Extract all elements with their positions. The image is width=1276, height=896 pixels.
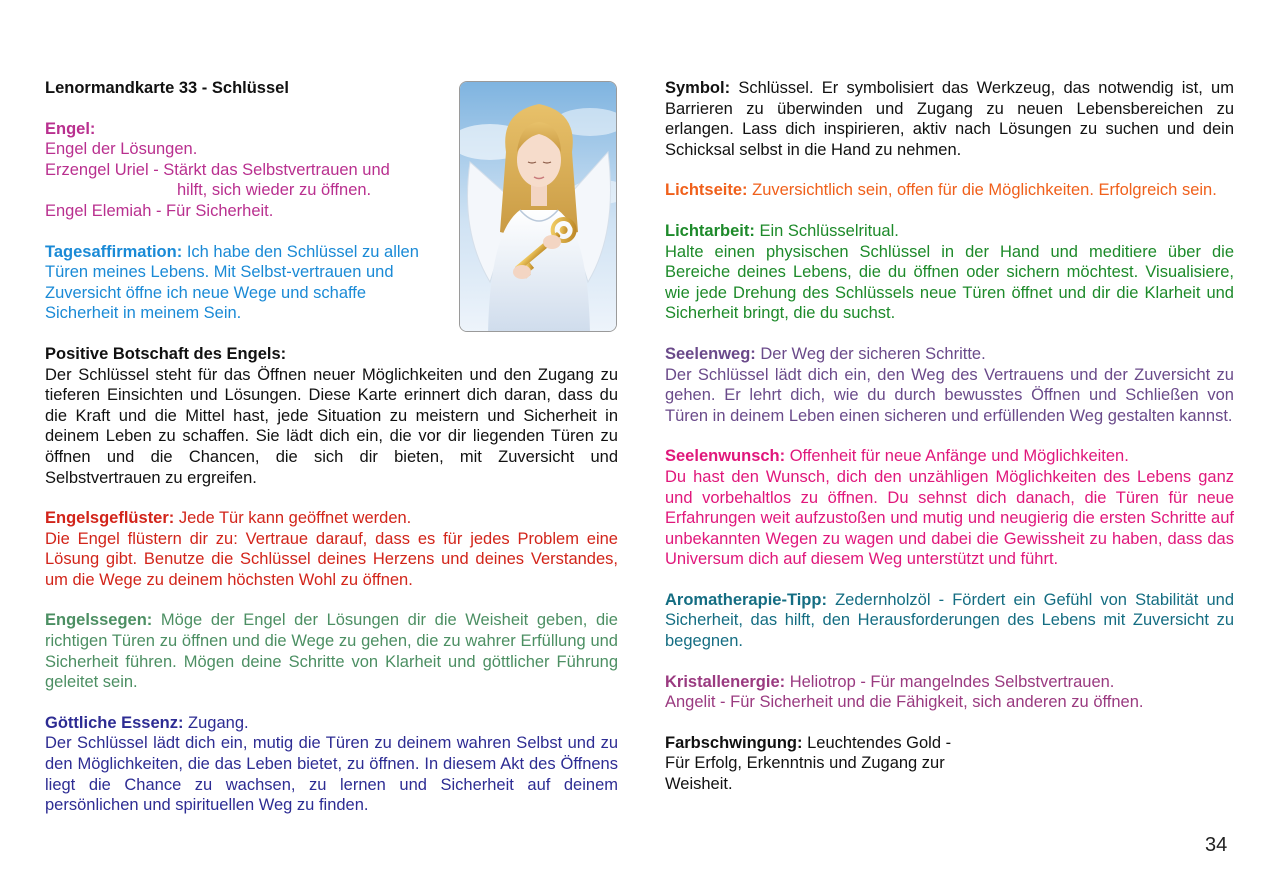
lichtarbeit-text: Halte einen physischen Schlüssel in der Hand und meditiere über die Bereiche deines Lebens, die du öffnen oder sichern möchtest. Visualisiere, wie jede Drehung des Schlüssels neue Türen öffnet und dir die Klarheit und Sicherheit bringt, die du suchst. <box>665 242 1234 323</box>
symbol-section <box>665 78 1234 160</box>
aroma-section <box>665 590 1234 652</box>
engel-line-4: Engel Elemiah - Für Sicherheit. <box>45 201 274 220</box>
engel-section <box>45 119 430 222</box>
lichtarbeit-lead: Ein Schlüsselritual. <box>759 221 899 240</box>
lichtseite-heading: Lichtseite: <box>665 181 748 200</box>
symbol-heading: Symbol: <box>665 79 731 97</box>
gefluester-section <box>45 508 618 590</box>
essenz-section <box>45 713 618 816</box>
angel-card-image <box>459 81 617 332</box>
seelenweg-heading: Seelenweg: <box>665 344 756 363</box>
aroma-heading: Aromatherapie-Tipp: <box>665 590 827 609</box>
essenz-text: Der Schlüssel lädt dich ein, mutig die Türen zu deinem wahren Selbst und zu den Möglichkeiten, die das Leben bietet, zu öffnen. In diesem Akt des Öffnens liegt die Chance zu wachsen, zu lernen und Sicherheit auf deinem persönlichen und spirituellen Weg zu finden. <box>45 734 618 815</box>
aroma-text: Zedernholzöl - Fördert ein Gefühl von Stabilität und Sicherheit, das hilft, den Herausforderungen des Lebens mit Zuversicht zu begegnen. <box>665 590 1234 651</box>
gefluester-text: Die Engel flüstern dir zu: Vertraue darauf, dass es für jedes Problem eine Lösung gibt. Benutze die Schlüssel deines Herzens und deines Verstandes, um die Wege zu deinem höchsten Wohl zu öffnen. <box>45 529 618 589</box>
farbe-text: Leuchtendes Gold - Für Erfolg, Erkenntnis und Zugang zur Weisheit. <box>665 733 952 794</box>
right-column <box>665 78 1234 815</box>
lichtarbeit-section <box>665 221 1234 324</box>
engel-line-2: Erzengel Uriel - Stärkt das Selbstvertrauen und <box>45 160 390 179</box>
symbol-text: Schlüssel. Er symbolisiert das Werkzeug, das notwendig ist, um Barrieren zu überwinden und Zugang zu neuen Lebensbereichen zu erlangen. Lass dich inspirieren, aktiv nach Lösungen zu suchen und dein Schicksal selbst in die Hand zu nehmen. <box>665 79 1234 159</box>
segen-text: Möge der Engel der Lösungen dir die Weisheit geben, die richtigen Türen zu öffnen und die Wege zu gehen, die zu wahrer Erfüllung und Sicherheit führen. Mögen deine Schritte von Klarheit und göttlicher Führung geleitet sein. <box>45 611 618 692</box>
engel-line-3: hilft, sich wieder zu öffnen. <box>177 181 372 200</box>
segen-heading: Engelssegen: <box>45 611 153 630</box>
essenz-lead: Zugang. <box>188 713 249 732</box>
affirmation-section <box>45 242 430 324</box>
kristall-line-1: Heliotrop - Für mangelndes Selbstvertrauen. <box>789 672 1115 691</box>
page-number: 34 <box>1205 834 1228 856</box>
kristall-heading: Kristallenergie: <box>665 672 786 691</box>
kristall-line-2: Angelit - Für Sicherheit und die Fähigkeit, sich anderen zu öffnen. <box>665 693 1144 712</box>
gefluester-lead: Jede Tür kann geöffnet werden. <box>178 509 412 528</box>
lichtseite-section <box>665 180 1234 201</box>
seelenweg-lead: Der Weg der sicheren Schritte. <box>760 344 986 363</box>
seelenwunsch-section <box>665 446 1234 570</box>
lichtseite-text: Zuversichtlich sein, offen für die Möglichkeiten. Erfolgreich sein. <box>752 181 1217 200</box>
botschaft-section <box>45 344 618 488</box>
farbe-heading: Farbschwingung: <box>665 733 803 752</box>
seelenweg-text: Der Schlüssel lädt dich ein, den Weg des Vertrauens und der Zuversicht zu gehen. Er lehrt dich, wie du durch bewusstes Öffnen und Schließen von Türen in deinem Leben einen sicheren und erfüllenden Weg gestalten kannst. <box>665 365 1234 425</box>
engel-line-1: Engel der Lösungen. <box>45 140 198 159</box>
seelenwunsch-lead: Offenheit für neue Anfänge und Möglichkeiten. <box>789 447 1129 466</box>
essenz-heading: Göttliche Essenz: <box>45 713 184 732</box>
gefluester-heading: Engelsgeflüster: <box>45 509 175 528</box>
kristall-section <box>665 672 1234 713</box>
seelenwunsch-text: Du hast den Wunsch, dich den unzähligen Möglichkeiten des Lebens ganz und vorbehaltlos zu öffnen. Du sehnst dich danach, die Türen für neue Erfahrungen weit aufzustoßen und mutig und neugierig die ersten Schritte auf unbekannten Wegen zu wagen und dabei die Gewissheit zu haben, dass das Universum dich auf diesem Weg unterstützt und führt. <box>665 467 1234 569</box>
seelenweg-section <box>665 344 1234 426</box>
botschaft-text: Der Schlüssel steht für das Öffnen neuer Möglichkeiten und den Zugang zu tieferen Einsichten und Lösungen. Diese Karte erinnert dich daran, dass du die Kraft und die Mittel hast, jede Situation zu meistern und Sicherheit in deinem Leben zu schaffen. Sie lädt dich ein, die vor dir liegenden Türen zu öffnen und die Chancen, die sich dir bieten, mit Zuversicht und Selbstvertrauen zu ergreifen. <box>45 365 618 487</box>
botschaft-heading: Positive Botschaft des Engels: <box>45 344 287 363</box>
engel-heading: Engel: <box>45 119 96 138</box>
affirmation-heading: Tagesaffirmation: <box>45 242 183 261</box>
affirmation-text: Ich habe den Schlüssel zu allen Türen meines Lebens. Mit Selbst-vertrauen und Zuversicht öffne ich neue Wege und schaffe Sicherheit in meinem Sein. <box>45 242 419 323</box>
lichtarbeit-heading: Lichtarbeit: <box>665 221 755 240</box>
seelenwunsch-heading: Seelenwunsch: <box>665 447 786 466</box>
farbe-section <box>665 733 965 795</box>
segen-section <box>45 610 618 692</box>
card-title: Lenormandkarte 33 - Schlüssel <box>45 79 289 97</box>
